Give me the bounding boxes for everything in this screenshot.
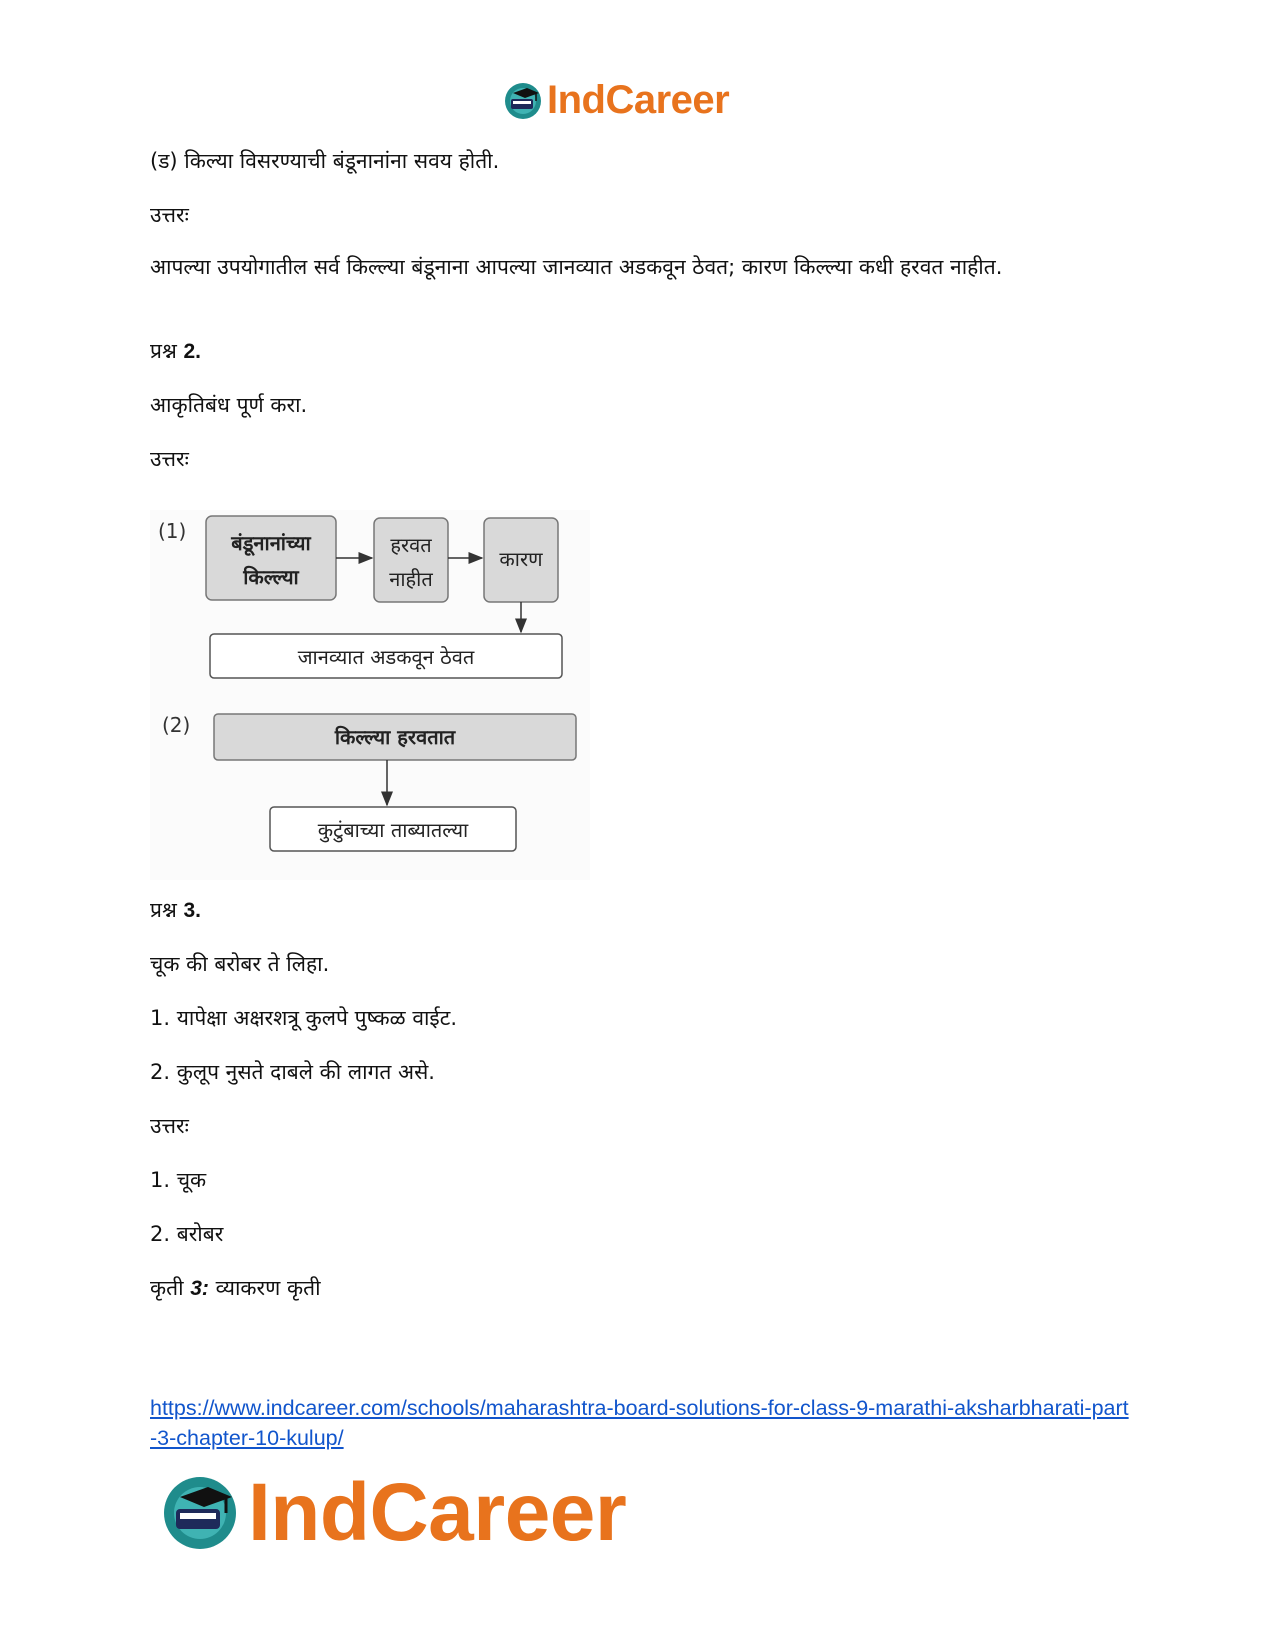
- question-3-item-2: 2. कुलूप नुसते दाबले की लागत असे.: [150, 1060, 435, 1084]
- part-2-label: (2): [162, 713, 191, 737]
- answer-3-item-1: 1. चूक: [150, 1168, 207, 1192]
- activity-number: 3:: [190, 1277, 209, 1300]
- box-reason: [484, 518, 558, 602]
- box-not-lost: [374, 518, 448, 602]
- box-a-line-2: किल्ल्या: [243, 565, 299, 589]
- box-b-line-2: नाहीत: [389, 567, 433, 591]
- brand-name: IndCareer: [248, 1467, 627, 1558]
- question-2-text: आकृतिबंध पूर्ण करा.: [150, 393, 308, 417]
- question-prefix: प्रश्न: [150, 898, 177, 922]
- box-kept-in-sacred-thread: [210, 634, 562, 678]
- brand-name: IndCareer: [547, 78, 730, 122]
- box-b-line-1: हरवत: [390, 533, 432, 557]
- question-2-heading: [150, 336, 201, 367]
- activity-heading: [150, 1273, 321, 1304]
- answer-3-item-2: 2. बरोबर: [150, 1222, 224, 1246]
- source-url-link[interactable]: https://www.indcareer.com/schools/maharashtra-board-solutions-for-class-9-marathi-aksharbharati-part-3-chapter-10-kulup/: [150, 1396, 1129, 1450]
- indcareer-logo-top: [503, 78, 729, 123]
- box-c-text: कारण: [499, 547, 543, 571]
- box-bandunana-keys: [206, 516, 336, 600]
- activity-text: व्याकरण कृती: [215, 1276, 321, 1300]
- indcareer-logo-bottom: [160, 1466, 626, 1560]
- question-3-heading: [150, 895, 201, 926]
- flow-diagram: [150, 510, 590, 880]
- item-d: (ड) किल्या विसरण्याची बंडूनानांना सवय होती.: [150, 149, 500, 173]
- part-1-label: (1): [158, 519, 187, 543]
- question-3-text: चूक की बरोबर ते लिहा.: [150, 952, 330, 976]
- question-number: 3.: [183, 899, 201, 922]
- answer-label: उत्तरः: [150, 203, 189, 227]
- box-a-line-1: बंडूनानांच्या: [231, 531, 311, 555]
- graduation-cap-book-icon: [160, 1473, 240, 1553]
- answer-label: उत्तरः: [150, 447, 189, 471]
- question-3-item-1: 1. यापेक्षा अक्षरशत्रू कुलपे पुष्कळ वाईट.: [150, 1006, 458, 1030]
- answer-label: उत्तरः: [150, 1114, 189, 1138]
- box-e-text: किल्ल्या हरवतात: [334, 725, 456, 749]
- answer-text: आपल्या उपयोगातील सर्व किल्ल्या बंडूनाना आपल्या जानव्यात अडकवून ठेवत; कारण किल्ल्या कधी हरवत नाहीत.: [150, 255, 1003, 279]
- question-number: 2.: [183, 340, 201, 363]
- box-d-text: जानव्यात अडकवून ठेवत: [297, 645, 475, 669]
- box-keys-get-lost: [214, 714, 576, 760]
- box-f-text: कुटुंबाच्या ताब्यातल्या: [317, 818, 469, 842]
- graduation-cap-book-icon: [503, 81, 543, 121]
- activity-prefix: कृती: [150, 1276, 184, 1300]
- question-prefix: प्रश्न: [150, 339, 177, 363]
- box-in-family-custody: [270, 807, 516, 851]
